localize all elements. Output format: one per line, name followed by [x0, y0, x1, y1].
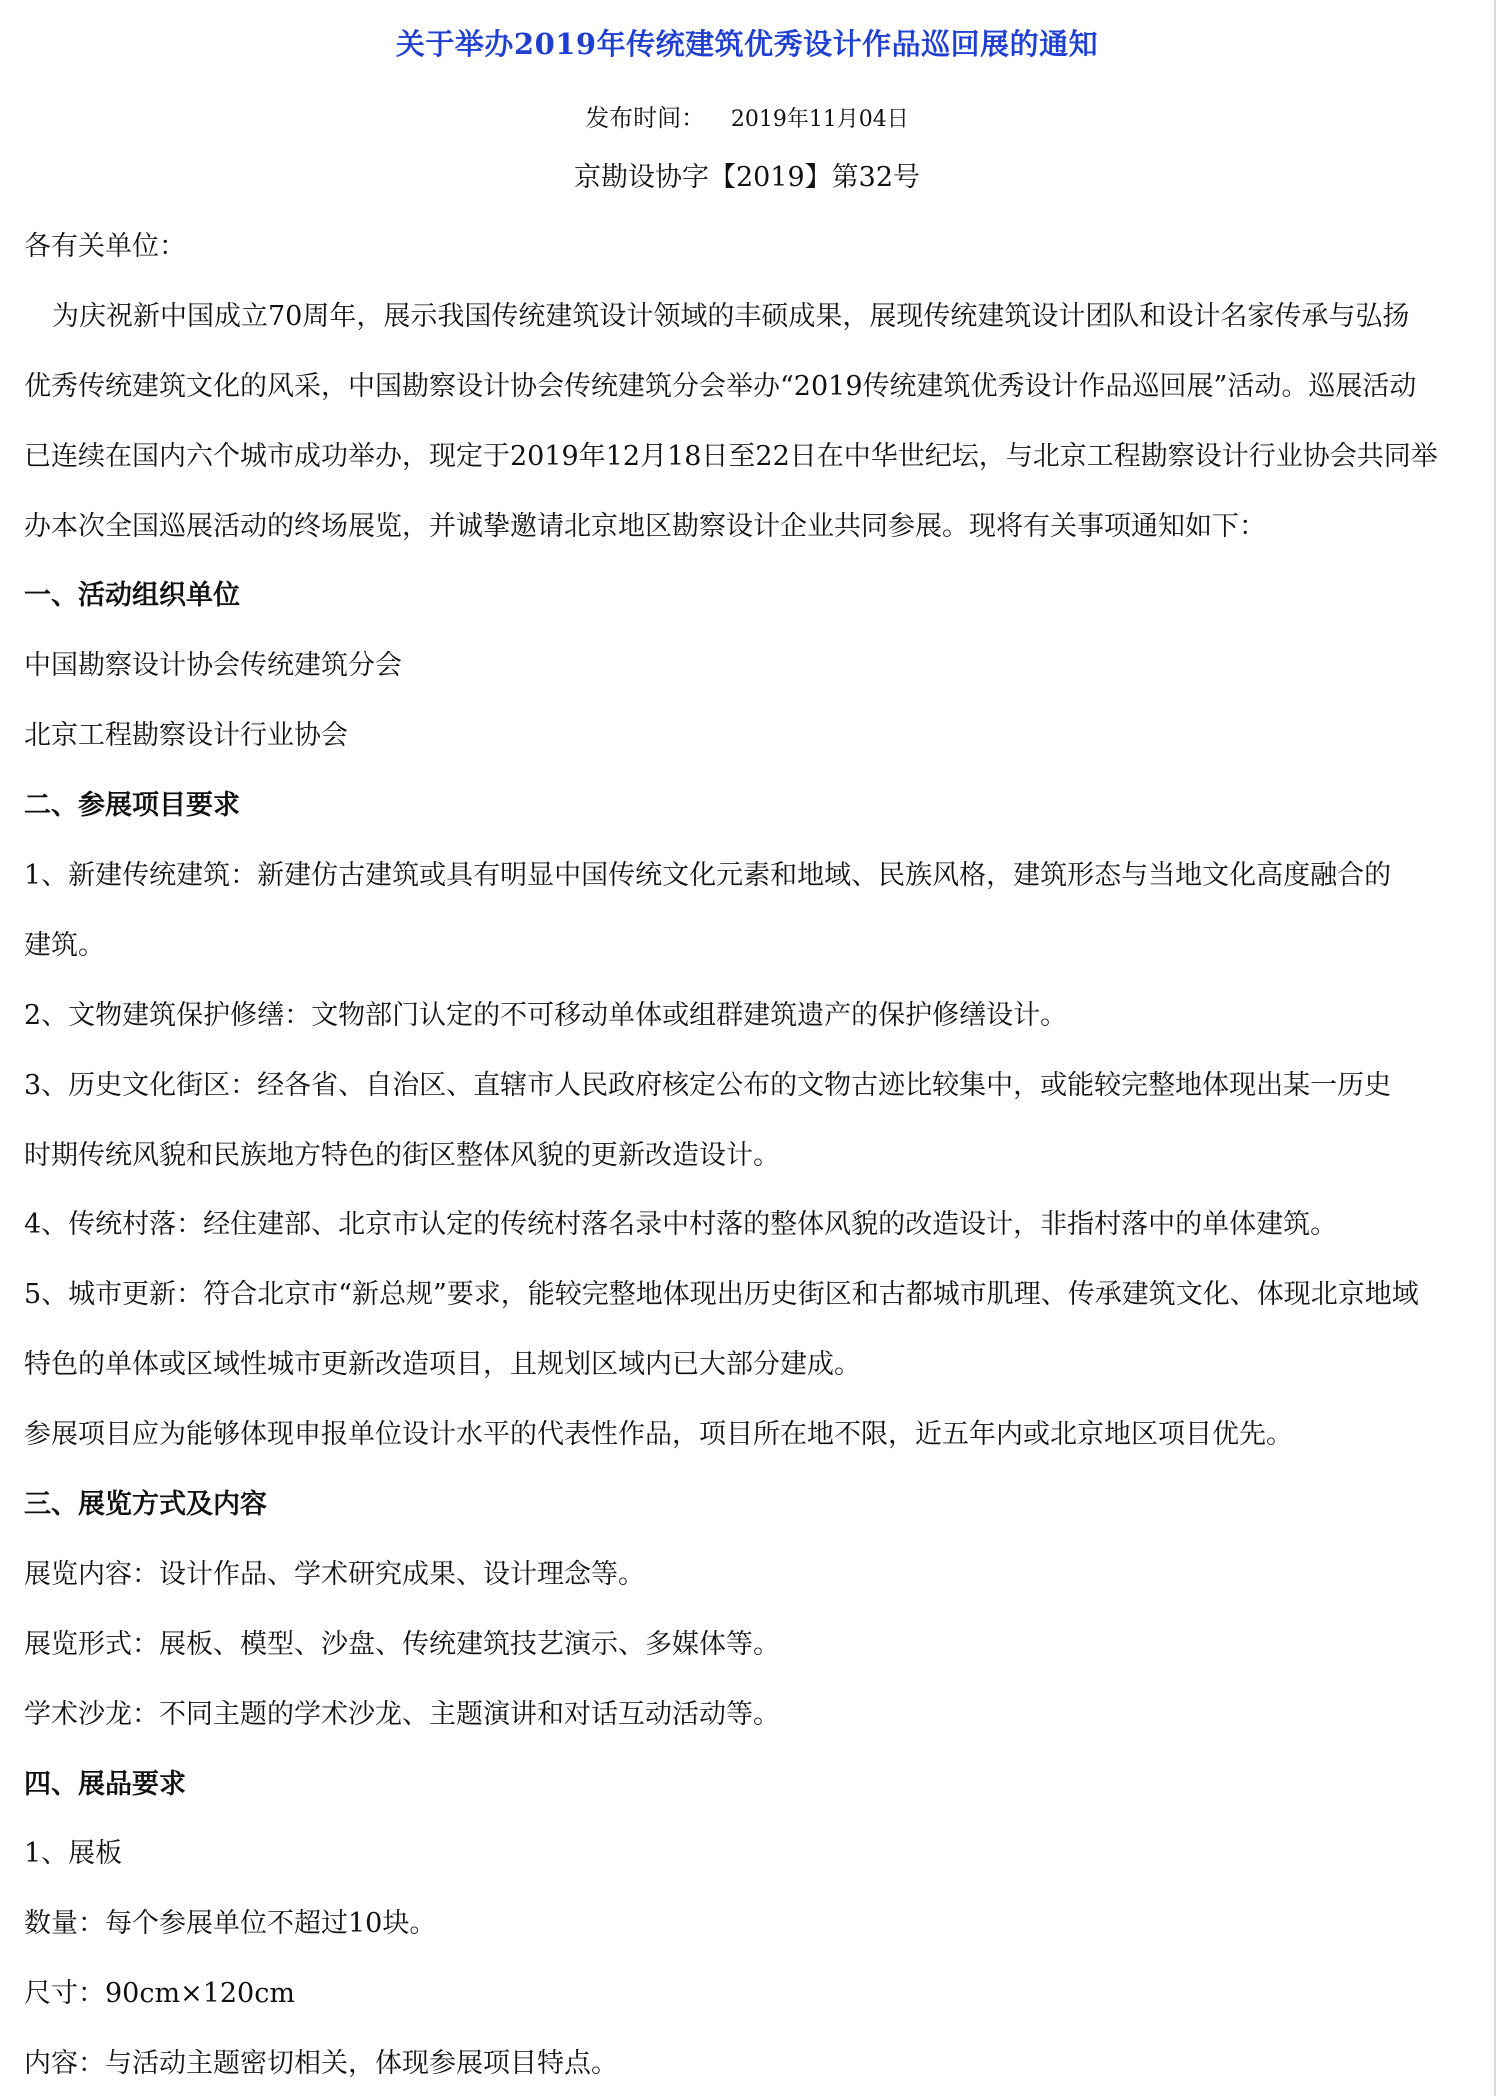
section-heading-project-requirements: 二、参展项目要求 — [24, 790, 240, 822]
intro-line: 为庆祝新中国成立70周年，展示我国传统建筑设计领域的丰硕成果，展现传统建筑设计团队和设计名家传承与弘扬 — [52, 300, 1410, 332]
exhibit-line: 1、展板 — [24, 1838, 123, 1870]
requirement-line: 参展项目应为能够体现申报单位设计水平的代表性作品，项目所在地不限，近五年内或北京地区项目优先。 — [24, 1419, 1293, 1451]
publish-time-value: 2019年11月04日 — [730, 107, 909, 132]
requirement-line: 4、传统村落：经住建部、北京市认定的传统村落名录中村落的整体风貌的改造设计，非指村落中的单体建筑。 — [24, 1209, 1338, 1241]
section-heading-organizers: 一、活动组织单位 — [24, 580, 240, 612]
requirement-line: 建筑。 — [24, 929, 105, 961]
intro-line: 优秀传统建筑文化的风采，中国勘察设计协会传统建筑分会举办“2019传统建筑优秀设计作品巡回展”活动。巡展活动 — [24, 370, 1417, 402]
exhibit-line: 尺寸：90cm×120cm — [24, 1978, 295, 2010]
requirement-line: 时期传统风貌和民族地方特色的街区整体风貌的更新改造设计。 — [24, 1139, 780, 1171]
document-number: 京勘设协字【2019】第32号 — [573, 162, 921, 193]
requirement-line: 特色的单体或区域性城市更新改造项目，且规划区域内已大部分建成。 — [24, 1349, 861, 1381]
exhibition-line: 学术沙龙：不同主题的学术沙龙、主题演讲和对话互动活动等。 — [24, 1698, 780, 1730]
requirement-line: 3、历史文化街区：经各省、自治区、直辖市人民政府核定公布的文物古迹比较集中，或能较完整地体现出某一历史 — [24, 1069, 1392, 1101]
organizer-item: 北京工程勘察设计行业协会 — [24, 720, 348, 752]
publish-time — [0, 92, 1494, 144]
section-heading-exhibition-format: 三、展览方式及内容 — [24, 1489, 267, 1521]
requirement-line: 5、城市更新：符合北京市“新总规”要求，能较完整地体现出历史街区和古都城市肌理、传承建筑文化、体现北京地域 — [24, 1279, 1419, 1311]
salutation: 各有关单位： — [24, 231, 186, 262]
notice-body — [24, 212, 1464, 2099]
exhibit-line: 数量：每个参展单位不超过10块。 — [24, 1908, 437, 1940]
notice-title: 关于举办2019年传统建筑优秀设计作品巡回展的通知 — [395, 27, 1099, 61]
requirement-line: 1、新建传统建筑：新建仿古建筑或具有明显中国传统文化元素和地域、民族风格，建筑形态与当地文化高度融合的 — [24, 860, 1392, 892]
organizer-item: 中国勘察设计协会传统建筑分会 — [24, 650, 402, 682]
intro-line: 已连续在国内六个城市成功举办，现定于2019年12月18日至22日在中华世纪坛，与北京工程勘察设计行业协会共同举 — [24, 440, 1438, 472]
exhibit-line: 内容：与活动主题密切相关，体现参展项目特点。 — [24, 2048, 618, 2080]
section-heading-exhibit-requirements: 四、展品要求 — [24, 1768, 186, 1800]
publish-time-label: 发布时间： — [585, 104, 706, 132]
requirement-line: 2、文物建筑保护修缮：文物部门认定的不可移动单体或组群建筑遗产的保护修缮设计。 — [24, 999, 1068, 1031]
exhibition-line: 展览形式：展板、模型、沙盘、传统建筑技艺演示、多媒体等。 — [24, 1628, 780, 1660]
intro-line: 办本次全国巡展活动的终场展览，并诚挚邀请北京地区勘察设计企业共同参展。现将有关事项通知如下： — [24, 510, 1266, 542]
exhibition-line: 展览内容：设计作品、学术研究成果、设计理念等。 — [24, 1558, 645, 1590]
